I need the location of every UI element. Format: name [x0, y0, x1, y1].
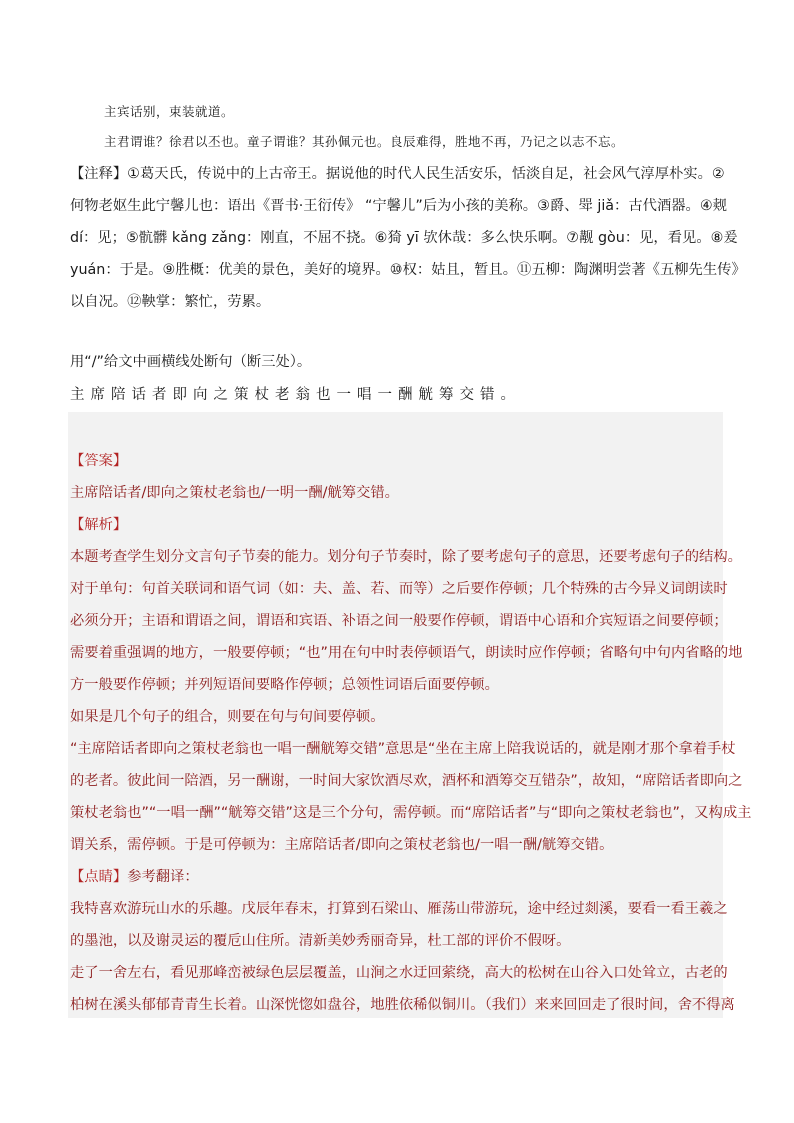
translation-line: 柏树在溪头郁郁青青生长着。山深恍惚如盘谷，地胜依稀似铜川。（我们）来来回回走了很时间，舍不得离 [70, 997, 735, 1013]
analysis-line: 策杖老翁也”“一唱一酬”“觥筹交错”这是三个分句，需停顿。而“席陪话者”与“即向之策杖老翁也”，又构成主 [70, 805, 752, 821]
analysis-line: 如果是几个句子的组合，则要在句与句间要停顿。 [70, 709, 385, 725]
poem-line-1: 主宾话别，束装就道。 [104, 104, 235, 119]
notes-line: 何物老妪生此宁馨儿也：语出《晋书·王衍传》 “宁馨儿”后为小孩的美称。③爵、斝 jiǎ：古代酒器。④觌 [70, 198, 727, 214]
poem-line-2: 主君谓谁？徐君以丕也。童子谓谁？其孙佩元也。良辰难得，胜地不再，乃记之以志不忘。 [104, 134, 625, 149]
analysis-line: “主席陪话者即向之策杖老翁也一唱一酬觥筹交错”意思是“坐在主席上陪我说话的，就是刚才那个拿着手杖 [70, 741, 736, 757]
notes-line: 以自况。⑫鞅掌：繁忙，劳累。 [70, 294, 271, 310]
analysis-line: 对于单句：句首关联词和语气词（如：夫、盖、若、而等）之后要作停顿；几个特殊的古今异义词朗读时 [70, 581, 728, 597]
analysis-line: 谓关系，需停顿。于是可停顿为：主席陪话者/即向之策杖老翁也/一唱一酬/觥筹交错。 [70, 837, 614, 853]
analysis-line: 需要着重强调的地方，一般要停顿；“也”用在句中时表停顿语气，朗读时应作停顿；省略句中句内省略的地 [70, 645, 743, 661]
analysis-line: 方一般要作停顿；并列短语间要略作停顿；总领性词语后面要停顿。 [70, 677, 499, 693]
translation-line: 的墨池，以及谢灵运的覆卮山住所。清新美妙秀丽奇异，杜工部的评价不假呀。 [70, 933, 571, 949]
analysis-line: 必须分开；主语和谓语之间，谓语和宾语、补语之间一般要作停顿，谓语中心语和介宾短语之间要停顿； [70, 613, 728, 629]
tip-label: 【点睛】 [70, 869, 128, 885]
answer-label: 【答案】 [70, 453, 128, 469]
notes-line: yuán：于是。⑨胜概：优美的景色，美好的境界。⑩权：姑且，暂且。⑪五柳：陶渊明尝著《五柳先生传》 [70, 262, 746, 278]
analysis-line: 的老者。彼此间一陪酒，另一酬谢，一时间大家饮酒尽欢，酒杯和酒筹交互错杂”，故知，“席陪话者即向之 [70, 773, 743, 789]
question-prompt: 用“/”给文中画横线处断句（断三处）。 [70, 354, 312, 370]
notes-line: dí：见；⑤骯髒 kǎng zǎng：刚直，不屈不挠。⑥猗 yī 欤休哉：多么快乐啊。⑦觏 gòu：见，看见。⑧爰 [70, 230, 738, 246]
tip-row [70, 867, 199, 887]
translation-line: 我特喜欢游玩山水的乐趣。戊辰年春末，打算到石梁山、雁荡山带游玩，途中经过剡溪，要看一看王羲之 [70, 901, 728, 917]
analysis-label: 【解析】 [70, 517, 128, 533]
analysis-line: 本题考查学生划分文言句子节奏的能力。划分句子节奏时，除了要考虑句子的意思，还要考虑句子的结构。 [70, 549, 742, 565]
notes-line: 【注释】①葛天氏，传说中的上古帝王。据说他的时代人民生活安乐，恬淡自足，社会风气淳厚朴实。② [70, 166, 725, 182]
question-sentence: 主席陪话者即向之策杖老翁也一唱一酬觥筹交错。 [70, 387, 521, 403]
answer-text: 主席陪话者/即向之策杖老翁也/一明一酬/觥筹交错。 [70, 485, 399, 501]
tip-intro: 参考翻译： [127, 869, 199, 885]
translation-line: 走了一舍左右，看见那峰峦被绿色层层覆盖，山涧之水迂回萦绕，高大的松树在山谷入口处耸立，古老的 [70, 965, 728, 981]
